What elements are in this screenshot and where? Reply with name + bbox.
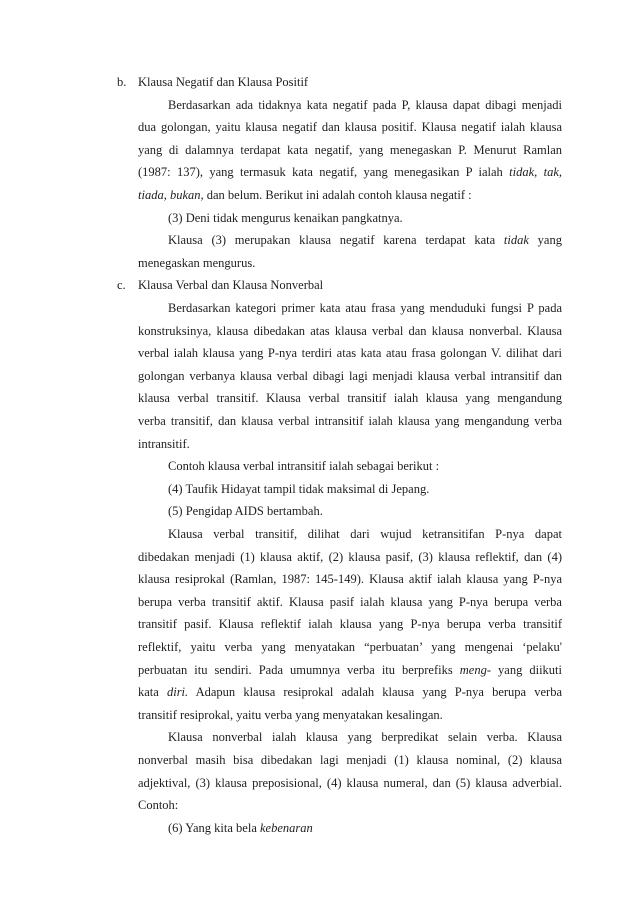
italic-run: kebenaran [260, 820, 313, 835]
example-line: (5) Pengidap AIDS bertambah. [168, 504, 323, 519]
text-run: (6) Yang kita bela [168, 820, 260, 835]
italic-run: diri. [166, 685, 189, 700]
paragraph-line: berupa verba transitif aktif. Klausa pasif ialah klausa yang P-nya berupa verba [138, 594, 562, 609]
text-run: Adapun klausa resiprokal adalah klausa yang P-nya berupa verba [188, 685, 562, 700]
paragraph-line: verbal ialah klausa yang P-nya terdiri atas kata atau frasa golongan V. dilihat dari [138, 346, 562, 361]
paragraph-line: Klausa nonverbal ialah klausa yang berpredikat selain verba. Klausa [168, 730, 562, 745]
paragraph-line: yang di dalamnya terdapat kata negatif, yang menegaskan P. Menurut Ramlan [138, 142, 562, 157]
text-run: perbuatan itu sendiri. Pada umumnya verba itu berprefiks [138, 662, 460, 677]
example-line [168, 820, 313, 836]
section-c-marker: c. [117, 278, 126, 293]
paragraph-line: dua golongan, yaitu klausa negatif dan klausa positif. Klausa negatif ialah klausa [138, 120, 562, 135]
text-run: yang diikuti [491, 662, 562, 677]
example-line: (4) Taufik Hidayat tampil tidak maksimal di Jepang. [168, 481, 430, 496]
paragraph-line: konstruksinya, klausa dibedakan atas klausa verbal dan klausa nonverbal. Klausa [138, 323, 562, 338]
italic-run: tidak [503, 233, 529, 248]
paragraph-line: Contoh: [138, 798, 179, 813]
paragraph-line: verba transitif, dan klausa verbal intransitif ialah klausa yang mengandung verba [138, 414, 562, 428]
paragraph-line: intransitif. [138, 436, 190, 451]
paragraph-line: adjektival, (3) klausa preposisional, (4) klausa numeral, dan (5) klausa adverbial. [138, 775, 562, 790]
paragraph-line: Contoh klausa verbal intransitif ialah sebagai berikut : [168, 459, 440, 474]
text-run: (1987: 137), yang termasuk kata negatif, yang menegasikan P ialah [138, 165, 510, 180]
paragraph-line: dibedakan menjadi (1) klausa aktif, (2) klausa pasif, (3) klausa reflektif, dan (4) [138, 549, 562, 564]
text-run: Klausa (3) merupakan klausa negatif karena terdapat kata [168, 233, 504, 248]
paragraph-line: menegaskan mengurus. [138, 255, 256, 270]
paragraph-line [168, 232, 562, 248]
paragraph-line: reflektif, yaitu verba yang menyatakan “perbuatan’ yang mengenai ‘pelaku' [138, 640, 562, 654]
paragraph-line: transitif resiprokal, yaitu verba yang menyatakan kesalingan. [138, 707, 443, 722]
paragraph-line: nonverbal masih bisa dibedakan lagi menjadi (1) klausa nominal, (2) klausa [138, 753, 562, 767]
paragraph-line: transitif pasif. Klausa reflektif ialah klausa yang P-nya berupa verba transitif [138, 617, 562, 632]
paragraph-line: klausa verbal transitif. Klausa verbal transitif ialah klausa yang mengandung [138, 391, 562, 406]
text-run: yang [528, 233, 562, 248]
paragraph-line [138, 684, 562, 700]
example-line: (3) Deni tidak mengurus kenaikan pangkatnya. [168, 210, 403, 225]
text-run: dan belum. Berikut ini adalah contoh klausa negatif : [203, 188, 472, 202]
paragraph-line [138, 187, 472, 203]
paragraph-line [138, 662, 562, 678]
text-run: kata [138, 685, 167, 700]
italic-run: tiada, bukan, [138, 188, 204, 202]
italic-run: tidak, tak, [509, 165, 562, 180]
paragraph-line: Berdasarkan kategori primer kata atau frasa yang menduduki fungsi P pada [168, 301, 562, 315]
paragraph-line: klausa resiprokal (Ramlan, 1987: 145-149). Klausa aktif ialah klausa yang P-nya [138, 572, 562, 587]
paragraph-line: Klausa verbal transitif, dilihat dari wujud ketransitifan P-nya dapat [168, 527, 562, 541]
paragraph-line: Berdasarkan ada tidaknya kata negatif pada P, klausa dapat dibagi menjadi [168, 97, 562, 112]
italic-run: meng- [459, 662, 491, 677]
section-c-heading: Klausa Verbal dan Klausa Nonverbal [138, 278, 324, 293]
paragraph-line [138, 164, 562, 180]
section-b-marker: b. [117, 75, 127, 89]
paragraph-line: golongan verbanya klausa verbal dibagi lagi menjadi klausa verbal intransitif dan [138, 368, 562, 383]
section-b-heading: Klausa Negatif dan Klausa Positif [138, 75, 309, 89]
